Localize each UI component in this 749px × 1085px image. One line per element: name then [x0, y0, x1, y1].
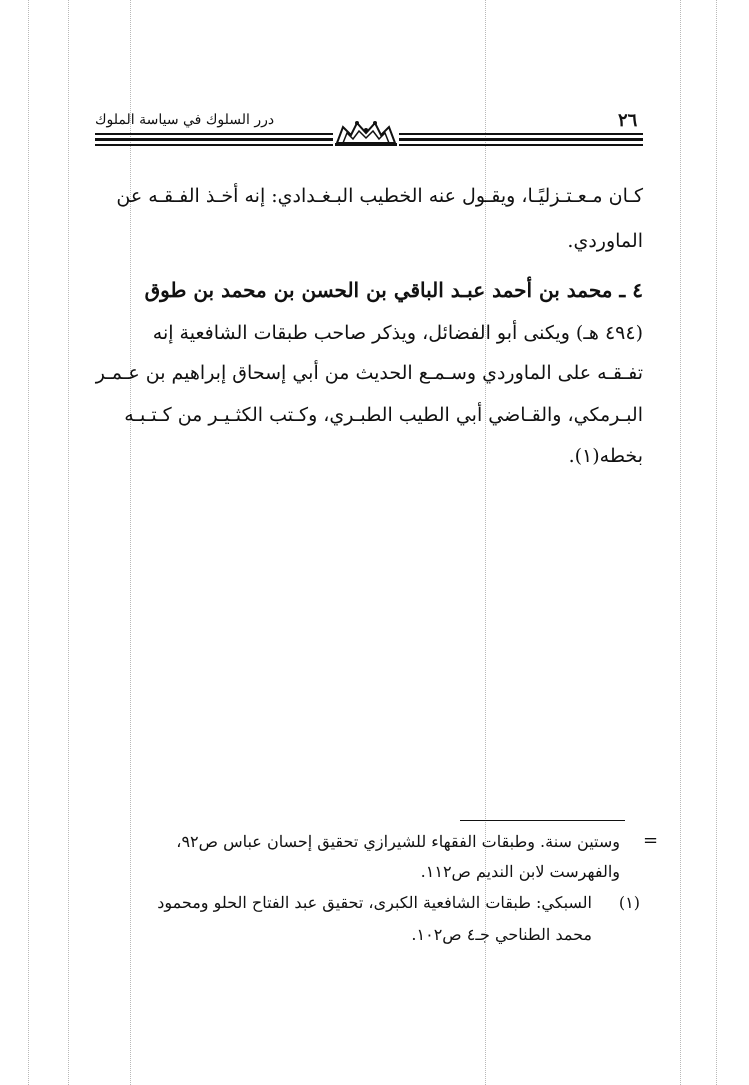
scan-guide-line: [28, 0, 29, 1085]
body-line: البـرمكي، والقـاضي أبي الطيب الطبـري، وكـتب الكثـيـر من كـتـبـه: [124, 404, 643, 426]
page-number: ٢٦: [618, 110, 638, 131]
body-line: (٤٩٤ هـ) ويكنى أبو الفضائل، ويذكر صاحب طبقات الشافعية إنه: [152, 322, 643, 344]
scan-guide-line: [680, 0, 681, 1085]
body-line: كـان مـعـتـزليًـا، ويقـول عنه الخطيب البـغـدادي: إنه أخـذ الفـقـه عن: [116, 185, 643, 207]
scan-guide-line: [716, 0, 717, 1085]
footnote-separator: [460, 820, 625, 821]
body-line: الماوردي.: [567, 230, 643, 252]
running-header-title: درر السلوك في سياسة الملوك: [95, 112, 275, 128]
footnote-line: والفهرست لابن النديم ص١١٢.: [420, 862, 620, 881]
body-line: تفـقـه على الماوردي وسـمـع الحديث من أبي إسحاق إبراهيم بن عـمـر: [95, 362, 643, 384]
footnote-line: وستين سنة. وطبقات الفقهاء للشيرازي تحقيق إحسان عباس ص٩٢،: [176, 832, 620, 851]
scan-guide-line: [130, 0, 131, 1085]
scan-guide-line: [68, 0, 69, 1085]
footnote-number: (١): [618, 893, 640, 912]
footnote-line: محمد الطناحي جـ٤ ص١٠٢.: [411, 925, 592, 944]
body-line: بخطه(١).: [568, 445, 643, 467]
footnote-line: السبكي: طبقات الشافعية الكبرى، تحقيق عبد الفتاح الحلو ومحمود: [157, 893, 592, 912]
entry-heading: ٤ ـ محمد بن أحمد عبـد الباقي بن الحسن بن محمد بن طوق: [144, 278, 643, 302]
footnote-continuation-marker: =: [643, 830, 659, 851]
scan-guide-line: [485, 0, 486, 1085]
crown-ornament-icon: [333, 119, 399, 147]
